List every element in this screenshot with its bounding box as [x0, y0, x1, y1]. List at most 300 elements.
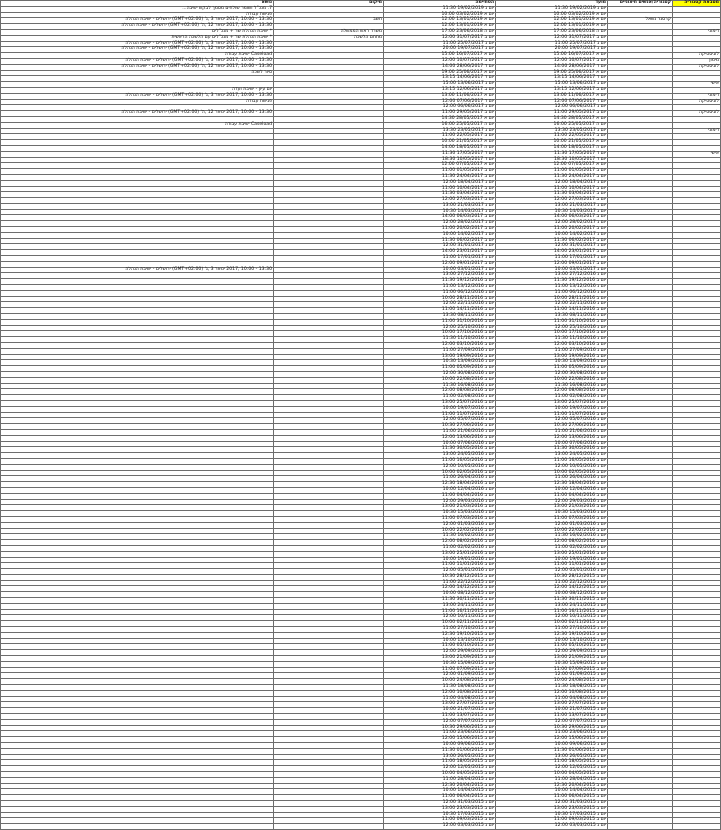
cell-start: יום ב 03/10/2016 12:00	[496, 343, 608, 349]
cell-start: יום ג 08/12/2015 10:00	[496, 592, 608, 598]
cell-start: יום ג 13/06/2017 15:00	[496, 82, 608, 88]
cell-end: יום ב 21/03/2016 13:00	[384, 505, 496, 511]
cell-start: יום ב 19/12/2016 11:30	[496, 279, 608, 285]
cell-start: יום ב 25/01/2016 13:00	[496, 551, 608, 557]
cell-start: יום ג 15/03/2016 10:30	[496, 511, 608, 517]
cell-start: יום ב 17/10/2016 10:00	[496, 331, 608, 337]
cell-start: יום ג 06/12/2016 11:00	[496, 290, 608, 296]
cell-end: יום ב 27/03/2017 12:00	[384, 198, 496, 204]
header-end: הסתיימה	[384, 1, 496, 7]
cell-start: יום ב 22/05/2017 11:00	[496, 134, 608, 140]
cell-start: יום ה 23/06/2018 17:00	[496, 29, 608, 35]
cell-end: יום ג 13/06/2017 15:00	[384, 82, 496, 88]
cell-end: יום ג 27/10/2015 11:00	[384, 627, 496, 633]
cell-end: יום ב 08/02/2016 12:00	[384, 540, 496, 546]
cell-end: יום ב 13/06/2016 12:00	[384, 435, 496, 441]
cell-end: יום ב 05/10/2015 11:00	[384, 644, 496, 650]
cell-end: יום ג 06/06/2017 12:00	[384, 105, 496, 111]
cell-end: יום ב 24/08/2015 10:00	[384, 679, 496, 685]
cell-start: יום ב 14/11/2016 11:00	[496, 308, 608, 314]
cell-start: יום ג 13/12/2016 11:00	[496, 285, 608, 291]
cell-end: יום ג 22/12/2015 11:00	[384, 580, 496, 586]
cell-end: יום א 16/07/2017 15:00	[384, 53, 496, 59]
cell-start: יום ב 04/05/2015 10:00	[496, 771, 608, 777]
cell-start: יום ב 11/01/2016 11:00	[496, 563, 608, 569]
cell-end: יום ד 07/06/2017 12:00	[384, 99, 496, 105]
cell-start: יום א 03/02/2019 10:00	[496, 12, 608, 18]
cell-end: יום ג 18/04/2017 12:00	[384, 180, 496, 186]
cell-end: יום ג 29/03/2016 12:00	[384, 499, 496, 505]
cell-end: יום ג 30/08/2016 12:00	[384, 372, 496, 378]
cell-start: יום ג 29/03/2016 12:00	[496, 499, 608, 505]
cell-end: יום ג 05/07/2016 12:00	[384, 418, 496, 424]
cell-end: יום ב 20/02/2017 11:00	[384, 227, 496, 233]
cell-end: יום ג 12/05/2015 12:00	[384, 766, 496, 772]
cell-start: יום ג 18/08/2015 11:30	[496, 685, 608, 691]
cell-end: יום א 11/06/2017 13:00	[384, 93, 496, 99]
cell-category: אישי	[673, 151, 721, 157]
cell-start: יום א 28/05/2017 14:30	[496, 116, 608, 122]
cell-category: דימוני	[673, 128, 721, 134]
cell-start: יום ד 14/06/2017 13:15	[496, 76, 608, 82]
cell-end: יום ב 16/11/2015 11:00	[384, 609, 496, 615]
cell-end: יום ג 25/07/2017 11:00	[384, 41, 496, 47]
cell-end: יום ב 09/03/2015 11:00	[384, 818, 496, 824]
cell-end: יום ג 02/08/2016 11:00	[384, 395, 496, 401]
cell-start: יום ג 12/05/2015 12:00	[496, 766, 608, 772]
cell-end: יום ב 18/04/2016 12:30	[384, 482, 496, 488]
cell-end: יום ב 22/02/2016 10:00	[384, 528, 496, 534]
cell-subject: 13:30 - 10:00 ,2017 ינואר 12 ,ה' (GMT+02:00) ירושלים - ישיבת הנהלה	[1, 64, 274, 70]
cell-end: יום ג 19/01/2016 10:00	[384, 557, 496, 563]
cell-start: יום ב 30/11/2015 11:30	[496, 598, 608, 604]
cell-start: יום א 11/06/2017 13:00	[496, 93, 608, 99]
cell-start: יום ג 14/03/2017 10:30	[496, 209, 608, 215]
cell-start: יום א 21/05/2017 10:00	[496, 140, 608, 146]
cell-start: יום ב 09/01/2017 12:00	[496, 261, 608, 267]
cell-start: יום ב 06/03/2017 14:00	[496, 215, 608, 221]
cell-location: משרד ראש הממשלה	[274, 29, 384, 35]
cell-start: יום ג 12/04/2016 10:00	[496, 487, 608, 493]
cell-start: יום ב 27/03/2017 12:00	[496, 198, 608, 204]
cell-end: יום ב 04/04/2016 11:00	[384, 493, 496, 499]
cell-start: יום ב 19/09/2016 13:00	[496, 354, 608, 360]
cell-end: יום ג 13/10/2015 10:00	[384, 638, 496, 644]
cell-start: יום ג 28/04/2015 11:00	[496, 777, 608, 783]
cell-end: יום ב 19/12/2016 11:30	[384, 279, 496, 285]
cell-start: יום ג 23/05/2017 13:30	[496, 128, 608, 134]
cell-start: יום ב 08/08/2016 12:00	[496, 389, 608, 395]
cell-start: יום ג 10/11/2015 12:00	[496, 615, 608, 621]
cell-end: יום א 13/01/2019 12:00	[384, 18, 496, 24]
cell-end: יום ג 24/11/2015 13:00	[384, 603, 496, 609]
cell-start: יום ג 21/03/2017 13:00	[496, 203, 608, 209]
cell-start: יום ג 22/12/2015 11:00	[496, 580, 608, 586]
cell-start: יום ב 29/06/2015 10:30	[496, 725, 608, 731]
cell-end: יום ג 01/09/2015 12:00	[384, 673, 496, 679]
cell-end: יום ב 03/04/2017 11:30	[384, 192, 496, 198]
cell-end: יום ג 29/09/2015 12:00	[384, 650, 496, 656]
cell-end: יום ה 18/05/2017 14:00	[384, 145, 496, 151]
header-subject: נושא	[1, 1, 274, 7]
cell-start: יום א 13/01/2019 12:00	[496, 24, 608, 30]
cell-end: יום ג 21/03/2017 13:00	[384, 203, 496, 209]
cell-external: קרסנר נשאל	[608, 18, 673, 24]
cell-end: יום ב 06/02/2017 11:30	[384, 238, 496, 244]
cell-start: יום ג 19/07/2017 20:00	[496, 47, 608, 53]
cell-end: יום ג 26/05/2015 13:00	[384, 754, 496, 760]
cell-subject: פגישת עבודה	[1, 12, 274, 18]
cell-end: יום ב 07/09/2015 11:00	[384, 667, 496, 673]
cell-start: יום א 25/06/2017 19:00	[496, 70, 608, 76]
cell-start: יום ב 13/07/2015 11:00	[496, 714, 608, 720]
cell-end: יום ג 21/07/2015 10:00	[384, 708, 496, 714]
cell-start: יום ב 31/07/2017 12:00	[496, 35, 608, 41]
cell-end: יום ג 03/03/2015 12:00	[384, 824, 496, 830]
cell-start: יום ג 26/04/2016 11:00	[496, 476, 608, 482]
cell-external	[608, 824, 673, 830]
cell-end: יום ב 21/09/2015 13:00	[384, 656, 496, 662]
cell-end: יום ג 19/07/2016 10:00	[384, 406, 496, 412]
cell-end: יום ב 29/05/2017 11:00	[384, 111, 496, 117]
cell-start: יום ב 05/10/2015 11:00	[496, 644, 608, 650]
cell-end: יום ג 13/09/2016 10:30	[384, 360, 496, 366]
cell-start: יום ב 18/04/2016 12:30	[496, 482, 608, 488]
cell-end: יום ג 26/04/2016 11:00	[384, 476, 496, 482]
cell-start: יום ב 07/09/2015 11:00	[496, 667, 608, 673]
cell-start: יום ב 31/10/2016 11:00	[496, 319, 608, 325]
cell-start: יום ב 16/05/2016 11:00	[496, 458, 608, 464]
cell-end: יום ג 07/07/2015 12:00	[384, 719, 496, 725]
cell-start: יום ג 19/01/2016 10:00	[496, 557, 608, 563]
cell-end: יום ג 16/02/2016 11:30	[384, 534, 496, 540]
cell-start: יום ב 06/02/2017 11:30	[496, 238, 608, 244]
cell-end: יום ג 14/03/2017 10:30	[384, 209, 496, 215]
cell-end: יום ב 20/04/2015 12:30	[384, 783, 496, 789]
cell-end: יום ב 28/11/2016 10:00	[384, 296, 496, 302]
cell-end: יום ד 17/05/2017 11:30	[384, 151, 496, 157]
cell-end: יום ב 01/05/2017 11:00	[384, 169, 496, 175]
cell-end: יום ב 17/10/2016 10:00	[384, 331, 496, 337]
cell-end: יום ג 19/07/2017 20:00	[384, 47, 496, 53]
cell-end: יום ג 18/08/2015 11:30	[384, 685, 496, 691]
cell-end: יום ד 14/06/2017 13:15	[384, 76, 496, 82]
cell-end: יום ג 22/11/2016 12:00	[384, 302, 496, 308]
cell-subject: 13:30 - 10:00 ,2017 ינואר 3 ,ג' (GMT+02:00) ירושלים - ישיבת הנהלה	[1, 93, 274, 99]
cell-end: יום ב 29/06/2015 10:30	[384, 725, 496, 731]
cell-end: יום ב 15/06/2015 12:00	[384, 737, 496, 743]
cell-end: יום ד 28/06/2017 14:00	[384, 64, 496, 70]
cell-end: יום ב 06/03/2017 14:00	[384, 215, 496, 221]
cell-end: יום ב 10/08/2015 12:00	[384, 690, 496, 696]
cell-end: יום ג 23/06/2015 11:00	[384, 731, 496, 737]
cell-start: יום ב 28/11/2016 10:00	[496, 296, 608, 302]
cell-category	[673, 824, 721, 830]
cell-end: יום ג 10/05/2016 12:00	[384, 464, 496, 470]
cell-start: יום ג 29/09/2015 12:00	[496, 650, 608, 656]
cell-end: יום ג 24/05/2016 13:00	[384, 453, 496, 459]
cell-end: יום ג 13/12/2016 11:00	[384, 285, 496, 291]
cell-end: יום ג 19/02/2019 11:30	[384, 6, 496, 12]
cell-end: יום ב 14/12/2015 12:00	[384, 586, 496, 592]
cell-start: יום ד 07/06/2017 12:00	[496, 99, 608, 105]
cell-end: יום ג 08/11/2016 13:30	[384, 314, 496, 320]
cell-start: יום ג 06/06/2017 12:00	[496, 105, 608, 111]
cell-end: יום א 03/02/2019 10:00	[384, 12, 496, 18]
cell-start: יום ב 03/04/2017 11:30	[496, 192, 608, 198]
cell-start: יום ב 21/03/2016 13:00	[496, 505, 608, 511]
cell-start: יום ב 30/05/2016 11:30	[496, 447, 608, 453]
cell-start: יום ג 01/03/2016 12:00	[496, 522, 608, 528]
cell-end: יום ג 15/09/2015 10:30	[384, 661, 496, 667]
cell-end: יום ב 06/04/2015 11:00	[384, 795, 496, 801]
cell-end: יום ג 03/01/2017 10:00	[384, 267, 496, 273]
cell-start: יום ג 07/06/2016 10:00	[496, 441, 608, 447]
cell-end: יום ב 11/07/2016 11:00	[384, 412, 496, 418]
cell-start: יום ג 02/08/2016 11:00	[496, 395, 608, 401]
cell-start: יום ג 13/09/2016 10:30	[496, 360, 608, 366]
cell-start: יום ב 10/07/2017 12:00	[496, 58, 608, 64]
cell-start: יום ג 01/09/2015 12:00	[496, 673, 608, 679]
cell-end: יום ב 16/05/2016 11:00	[384, 458, 496, 464]
cell-end: יום ב 23/01/2017 14:00	[384, 250, 496, 256]
cell-start: יום ב 18/05/2015 11:00	[496, 760, 608, 766]
cell-start: יום ב 29/05/2017 11:00	[496, 111, 608, 117]
cell-subject: * ישיבת הנהלת שר + מנכ"לים עם הלשכה הראשית	[1, 35, 274, 41]
cell-start: יום ב 23/01/2017 14:00	[496, 250, 608, 256]
cell-start: יום ב 10/04/2017 11:00	[496, 186, 608, 192]
cell-start: יום א 16/07/2017 15:00	[496, 53, 608, 59]
cell-start: יום ה 18/05/2017 14:00	[496, 145, 608, 151]
cell-start: יום ב 09/03/2015 11:00	[496, 818, 608, 824]
header-external: קטגוריה/אנשים חיצוניים	[608, 1, 673, 7]
cell-location: מתחם הלשכה	[274, 35, 384, 41]
cell-start: יום ב 25/07/2016 13:00	[496, 400, 608, 406]
cell-end: יום ב 25/01/2016 13:00	[384, 551, 496, 557]
cell-end: יום ב 30/05/2016 11:30	[384, 447, 496, 453]
cell-end: יום ב 03/10/2016 12:00	[384, 343, 496, 349]
cell-end: יום א 13/01/2019 12:00	[384, 24, 496, 30]
cell-start: יום ב 13/06/2016 12:00	[496, 435, 608, 441]
cell-location: חשב	[274, 18, 384, 24]
cell-end: יום ג 04/08/2015 11:00	[384, 696, 496, 702]
cell-start: יום ג 27/09/2016 11:00	[496, 348, 608, 354]
cell-start: יום ב 23/03/2015 13:00	[496, 806, 608, 812]
cell-start: יום ב 08/02/2016 12:00	[496, 540, 608, 546]
cell-subject: 13:30 - 10:00 ,2017 ינואר 3 ,ג' (GMT+02:00) ירושלים - ישיבת הנהלה	[1, 18, 274, 24]
cell-start: יום ג 14/04/2015 10:00	[496, 789, 608, 795]
cell-start: יום ב 19/10/2015 12:30	[496, 632, 608, 638]
cell-start: יום ג 09/06/2015 10:00	[496, 743, 608, 749]
cell-subject: יום עיון - ישיבת ועדה	[1, 87, 274, 93]
cell-start: יום ג 10/05/2016 12:00	[496, 464, 608, 470]
cell-end: יום ג 23/05/2017 13:30	[384, 128, 496, 134]
cell-start: יום ג 15/09/2015 10:30	[496, 661, 608, 667]
cell-start: יום ב 15/06/2015 12:00	[496, 737, 608, 743]
cell-start: יום ג 31/03/2015 12:00	[496, 800, 608, 806]
cell-start: יום ג 13/10/2015 10:00	[496, 638, 608, 644]
cell-end: יום ה 25/05/2017 16:00	[384, 122, 496, 128]
cell-end: יום ה 23/06/2018 17:00	[384, 29, 496, 35]
cell-start: יום ב 24/04/2017 11:30	[496, 174, 608, 180]
cell-subject: פגישת עבודה	[1, 99, 274, 105]
cell-start: יום א 07/05/2017 12:00	[496, 163, 608, 169]
cell-start: יום ד 28/06/2017 14:00	[496, 64, 608, 70]
cell-end: יום ג 16/08/2016 11:30	[384, 383, 496, 389]
cell-start: יום ב 27/07/2015 13:00	[496, 702, 608, 708]
cell-start: יום ב 07/03/2016 11:00	[496, 516, 608, 522]
cell-subject: סיור לשכה	[1, 70, 274, 76]
cell-start: יום ב 02/11/2015 10:00	[496, 621, 608, 627]
cell-end: יום ג 09/06/2015 10:00	[384, 743, 496, 749]
cell-start: יום ב 16/11/2015 11:00	[496, 609, 608, 615]
header-category: מטבאת קטגוריה	[673, 1, 721, 7]
cell-category: לוגיסטיקה	[673, 99, 721, 105]
cell-subject: 7. מנכ"ל ושומר שולחים מסמך לבקש ישיבה...	[1, 6, 274, 12]
cell-start: יום ב 22/08/2016 10:00	[496, 377, 608, 383]
cell-end: יום ב 28/12/2015 10:30	[384, 574, 496, 580]
cell-start: יום ג 24/05/2016 13:00	[496, 453, 608, 459]
header-location: מיקום	[274, 1, 384, 7]
cell-start: יום ב 04/04/2016 11:00	[496, 493, 608, 499]
cell-start: יום ג 16/02/2016 11:30	[496, 534, 608, 540]
cell-category: דימוני	[673, 93, 721, 99]
cell-end: יום ב 23/03/2015 13:00	[384, 806, 496, 812]
cell-end: יום ב 05/09/2016 11:00	[384, 366, 496, 372]
cell-end: יום ג 14/04/2015 10:00	[384, 789, 496, 795]
cell-start: יום ג 05/01/2016 12:00	[496, 569, 608, 575]
cell-end: יום ג 15/03/2016 10:30	[384, 511, 496, 517]
cell-start: יום ג 25/10/2016 12:00	[496, 325, 608, 331]
cell-end: יום ג 28/04/2015 11:00	[384, 777, 496, 783]
cell-start: יום ג 26/05/2015 13:00	[496, 754, 608, 760]
cell-start: יום ג 03/01/2017 10:00	[496, 267, 608, 273]
cell-end: יום א 28/05/2017 14:30	[384, 116, 496, 122]
cell-start: יום ב 27/06/2016 10:30	[496, 424, 608, 430]
cell-start: יום ב 14/12/2015 12:00	[496, 586, 608, 592]
cell-start: יום ג 22/11/2016 12:00	[496, 302, 608, 308]
cell-start: יום ב 20/02/2017 11:00	[496, 227, 608, 233]
cell-start: יום ג 30/08/2016 12:00	[496, 372, 608, 378]
cell-end: יום ג 25/10/2016 12:00	[384, 325, 496, 331]
cell-end: יום ב 31/07/2017 12:00	[384, 35, 496, 41]
cell-start: יום ג 23/06/2015 11:00	[496, 731, 608, 737]
cell-subject: 13:30 - 10:00 ,2017 ינואר 12 ,ה' (GMT+02:00) ירושלים - ישיבת הנהלה	[1, 47, 274, 53]
cell-end: יום ב 25/07/2016 13:00	[384, 400, 496, 406]
cell-start: יום ג 17/03/2015 10:30	[496, 812, 608, 818]
cell-end: יום ב 01/06/2015 11:30	[384, 748, 496, 754]
cell-end: יום ב 24/04/2017 11:30	[384, 174, 496, 180]
cell-end: יום ג 14/02/2017 10:00	[384, 232, 496, 238]
cell-end: יום ג 01/03/2016 12:00	[384, 522, 496, 528]
cell-end: יום א 07/05/2017 12:00	[384, 163, 496, 169]
cell-category: מימון	[673, 58, 721, 64]
cell-end: יום ב 02/05/2016 10:00	[384, 470, 496, 476]
cell-subject: Caseload ישיבת עבודה	[1, 122, 274, 128]
cell-end: יום ג 21/06/2016 11:00	[384, 429, 496, 435]
cell-end: יום ג 02/02/2016 11:00	[384, 545, 496, 551]
cell-start: יום ג 18/04/2017 12:00	[496, 180, 608, 186]
cell-end: יום ב 30/11/2015 11:30	[384, 598, 496, 604]
cell-end: יום ב 22/05/2017 11:00	[384, 134, 496, 140]
cell-subject: 13:30 - 10:00 ,2017 ינואר 3 ,ג' (GMT+02:00) ירושלים - ישיבת הנהלה	[1, 58, 274, 64]
cell-subject	[1, 824, 274, 830]
header-start: מועד	[496, 1, 608, 7]
cell-end: יום ג 05/01/2016 12:00	[384, 569, 496, 575]
cell-end: יום ג 10/11/2015 12:00	[384, 615, 496, 621]
cell-end: יום ב 02/11/2015 10:00	[384, 621, 496, 627]
cell-end: יום ב 22/08/2016 10:00	[384, 377, 496, 383]
cell-end: יום ב 04/05/2015 10:00	[384, 771, 496, 777]
cell-end: יום ג 27/12/2016 13:00	[384, 273, 496, 279]
cell-end: יום ג 06/12/2016 11:00	[384, 290, 496, 296]
cell-start: יום ג 14/02/2017 10:00	[496, 232, 608, 238]
cell-start: יום א 13/01/2019 12:00	[496, 18, 608, 24]
cell-start: יום ג 31/01/2017 12:00	[496, 244, 608, 250]
cell-end: יום ב 27/06/2016 10:30	[384, 424, 496, 430]
cell-start: יום ג 19/02/2019 11:30	[496, 6, 608, 12]
cell-start: יום ב 22/02/2016 10:00	[496, 528, 608, 534]
cell-end: יום ב 14/11/2016 11:00	[384, 308, 496, 314]
cell-subject: 13:30 - 10:00 ,2017 ינואר 12 ,ה' (GMT+02:00) ירושלים - ישיבת הנהלה	[1, 24, 274, 30]
cell-start: יום ג 27/12/2016 13:00	[496, 273, 608, 279]
cell-category: דימוני	[673, 29, 721, 35]
cell-start: יום ג 17/01/2017 11:00	[496, 256, 608, 262]
cell-end: יום ג 27/09/2016 11:00	[384, 348, 496, 354]
cell-start: יום ג 02/02/2016 11:00	[496, 545, 608, 551]
cell-end: יום ג 17/01/2017 11:00	[384, 256, 496, 262]
cell-start: יום ב 05/09/2016 11:00	[496, 366, 608, 372]
cell-start: יום ב 24/08/2015 10:00	[496, 679, 608, 685]
cell-subject: Caseload ישיבת עבודה	[1, 53, 274, 59]
cell-start: יום ג 07/07/2015 12:00	[496, 719, 608, 725]
cell-subject: 13:30 - 10:00 ,2017 ינואר 3 ,ג' (GMT+02:00) ירושלים - ישיבת הנהלה	[1, 41, 274, 47]
cell-end: יום ב 10/07/2017 12:00	[384, 58, 496, 64]
cell-end: יום ג 31/03/2015 12:00	[384, 800, 496, 806]
cell-start: יום ג 08/11/2016 13:30	[496, 314, 608, 320]
cell-start: יום ב 02/05/2016 10:00	[496, 470, 608, 476]
cell-start: יום ב 06/04/2015 11:00	[496, 795, 608, 801]
table-row	[1, 824, 721, 830]
cell-end: יום ג 08/12/2015 10:00	[384, 592, 496, 598]
cell-start: יום ה 25/05/2017 16:00	[496, 122, 608, 128]
cell-start: יום ג 27/10/2015 11:00	[496, 627, 608, 633]
cell-category: לוגיסטיקה	[673, 64, 721, 70]
cell-subject: * ישיבת הנהלת שר + מנכ"לים	[1, 29, 274, 35]
cell-end: יום ב 13/07/2015 11:00	[384, 714, 496, 720]
cell-start: יום ד 17/05/2017 11:30	[496, 151, 608, 157]
cell-end: יום ג 07/06/2016 10:00	[384, 441, 496, 447]
cell-start: יום ב 01/05/2017 11:00	[496, 169, 608, 175]
cell-end: יום ג 12/04/2016 10:00	[384, 487, 496, 493]
cell-start: יום ג 11/10/2016 11:30	[496, 337, 608, 343]
cell-start: יום ג 25/07/2017 11:00	[496, 41, 608, 47]
cell-start: יום ב 11/07/2016 11:00	[496, 412, 608, 418]
cell-start: יום ג 16/08/2016 11:30	[496, 383, 608, 389]
cell-start: יום ג 05/07/2016 12:00	[496, 418, 608, 424]
cell-end: יום ג 17/03/2015 10:30	[384, 812, 496, 818]
cell-start: יום ג 28/02/2017 12:00	[496, 221, 608, 227]
cell-end: יום ג 11/10/2016 11:30	[384, 337, 496, 343]
cell-end: יום ב 08/08/2016 12:00	[384, 389, 496, 395]
cell-start: יום ג 03/03/2015 12:00	[496, 824, 608, 830]
events-body	[1, 6, 721, 829]
cell-start: יום ב 21/09/2015 13:00	[496, 656, 608, 662]
cell-end: יום ד 10/05/2017 18:30	[384, 157, 496, 163]
cell-start: יום ג 21/06/2016 11:00	[496, 429, 608, 435]
cell-start: יום ד 10/05/2017 18:30	[496, 157, 608, 163]
cell-end: יום ב 12/06/2017 13:15	[384, 87, 496, 93]
